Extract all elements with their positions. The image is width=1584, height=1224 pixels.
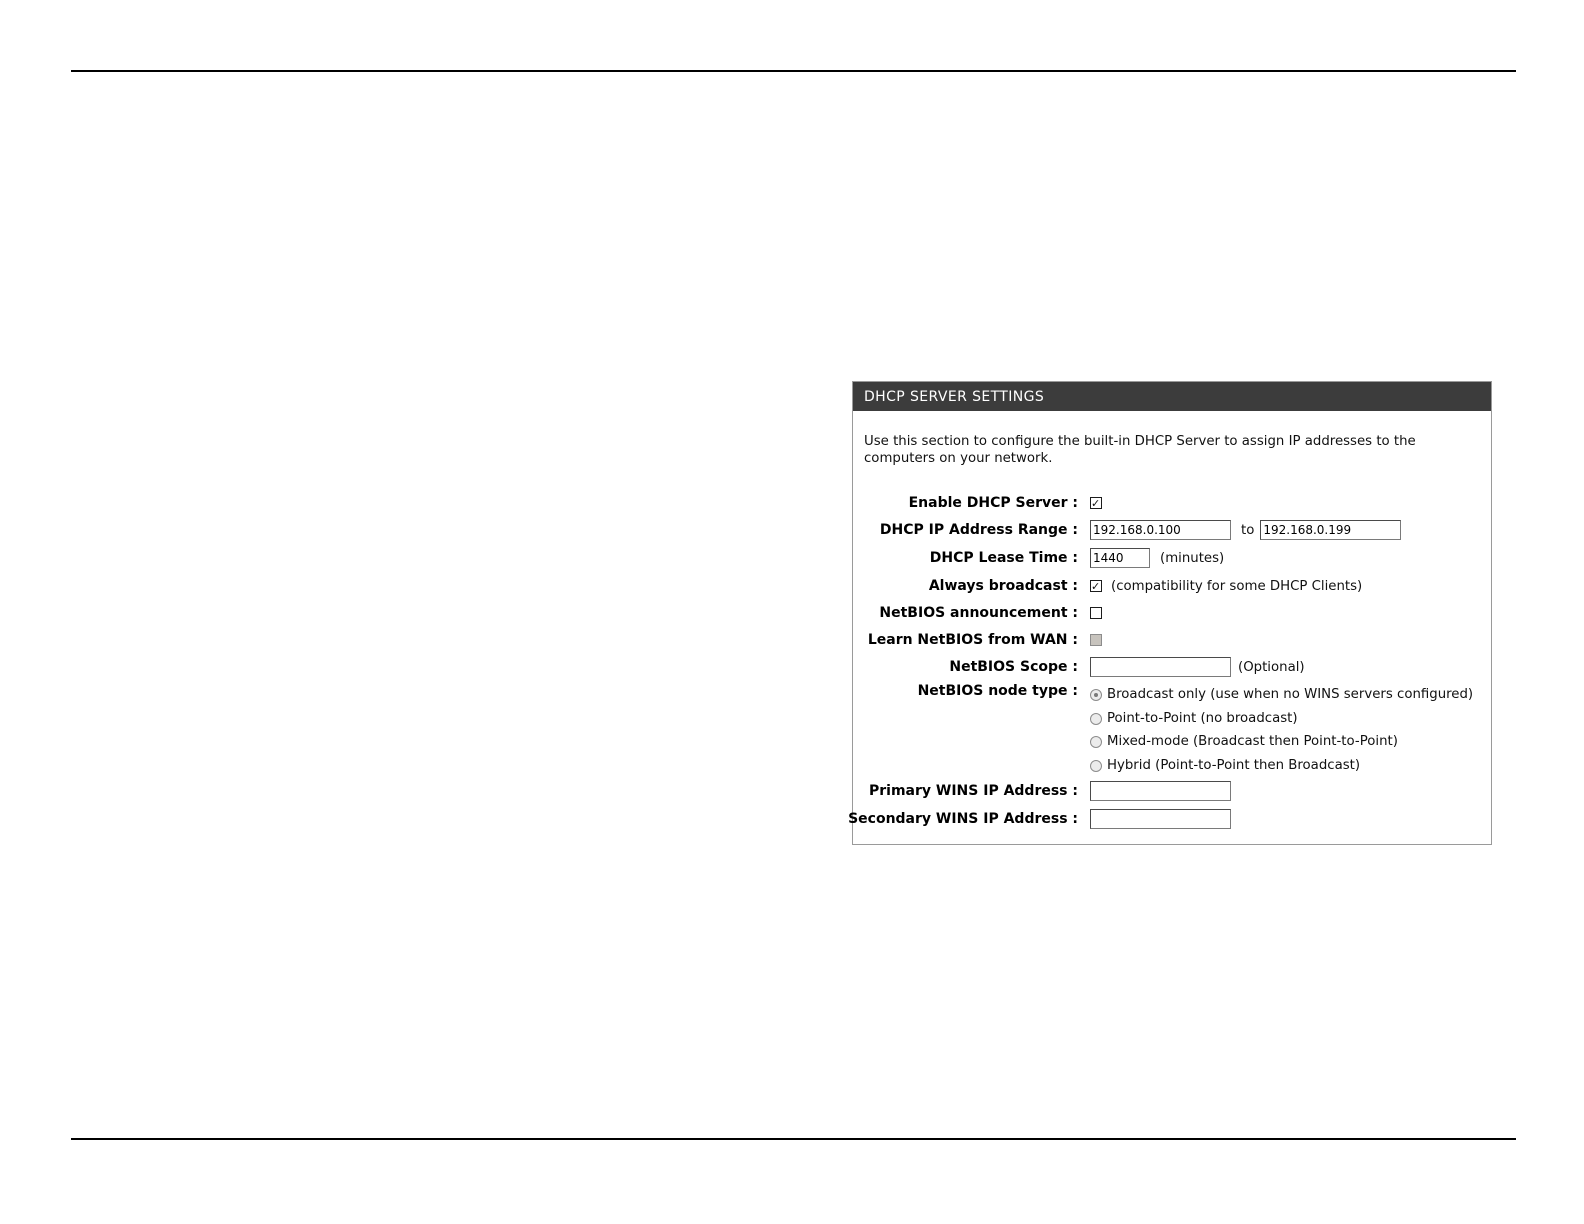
node-type-option-hybrid[interactable] [1090,754,1360,777]
node-type-option-mixed-mode[interactable] [1090,730,1398,753]
learn-netbios-wan-checkbox [1090,634,1102,646]
radio-broadcast-only[interactable] [1090,689,1102,701]
bottom-divider [71,1138,1516,1140]
ip-range-end-input[interactable] [1260,520,1401,540]
netbios-scope-input[interactable] [1090,657,1231,677]
node-type-option-label: Broadcast only (use when no WINS servers configured) [1107,687,1474,702]
row-lease-time [853,546,1491,570]
row-enable-dhcp [853,491,1491,515]
netbios-scope-note: (Optional) [1238,659,1305,675]
row-netbios-announcement [853,601,1491,625]
lease-time-input[interactable] [1090,548,1150,568]
primary-wins-label: Primary WINS IP Address : [869,783,1078,799]
node-type-option-broadcast[interactable] [1090,683,1473,706]
node-type-option-label: Point-to-Point (no broadcast) [1107,711,1298,726]
ip-range-start-input[interactable] [1090,520,1231,540]
netbios-announcement-checkbox[interactable] [1090,607,1102,619]
lease-time-label: DHCP Lease Time : [929,550,1078,566]
secondary-wins-input[interactable] [1090,809,1231,829]
netbios-announcement-label: NetBIOS announcement : [879,605,1078,621]
always-broadcast-label: Always broadcast : [928,578,1078,594]
netbios-scope-label: NetBIOS Scope : [949,659,1078,675]
row-learn-netbios-wan [853,628,1491,652]
primary-wins-input[interactable] [1090,781,1231,801]
row-ip-range [853,518,1491,542]
node-type-option-label: Hybrid (Point-to-Point then Broadcast) [1107,758,1361,773]
secondary-wins-label: Secondary WINS IP Address : [848,811,1078,827]
panel-description: Use this section to configure the built-in DHCP Server to assign IP addresses to the computers on your network. [864,434,1416,466]
node-type-option-point-to-point[interactable] [1090,707,1298,730]
enable-dhcp-label: Enable DHCP Server : [908,495,1078,511]
node-type-option-label: Mixed-mode (Broadcast then Point-to-Point) [1107,734,1398,749]
row-always-broadcast [853,574,1491,598]
panel-title: DHCP SERVER SETTINGS [853,382,1491,411]
top-divider [71,70,1516,72]
enable-dhcp-checkbox[interactable] [1090,497,1102,509]
ip-range-to-text: to [1241,522,1255,538]
always-broadcast-checkbox[interactable] [1090,580,1102,592]
always-broadcast-note: (compatibility for some DHCP Clients) [1111,578,1363,594]
row-primary-wins [853,779,1491,803]
radio-mixed-mode[interactable] [1090,736,1102,748]
ip-range-label: DHCP IP Address Range : [879,522,1078,538]
learn-netbios-wan-label: Learn NetBIOS from WAN : [867,632,1078,648]
row-netbios-scope [853,655,1491,679]
radio-point-to-point[interactable] [1090,713,1102,725]
radio-hybrid[interactable] [1090,760,1102,772]
dhcp-server-settings-panel [848,381,1492,845]
lease-time-unit: (minutes) [1160,550,1225,566]
row-secondary-wins [848,807,1491,831]
netbios-node-type-label: NetBIOS node type : [917,683,1078,699]
